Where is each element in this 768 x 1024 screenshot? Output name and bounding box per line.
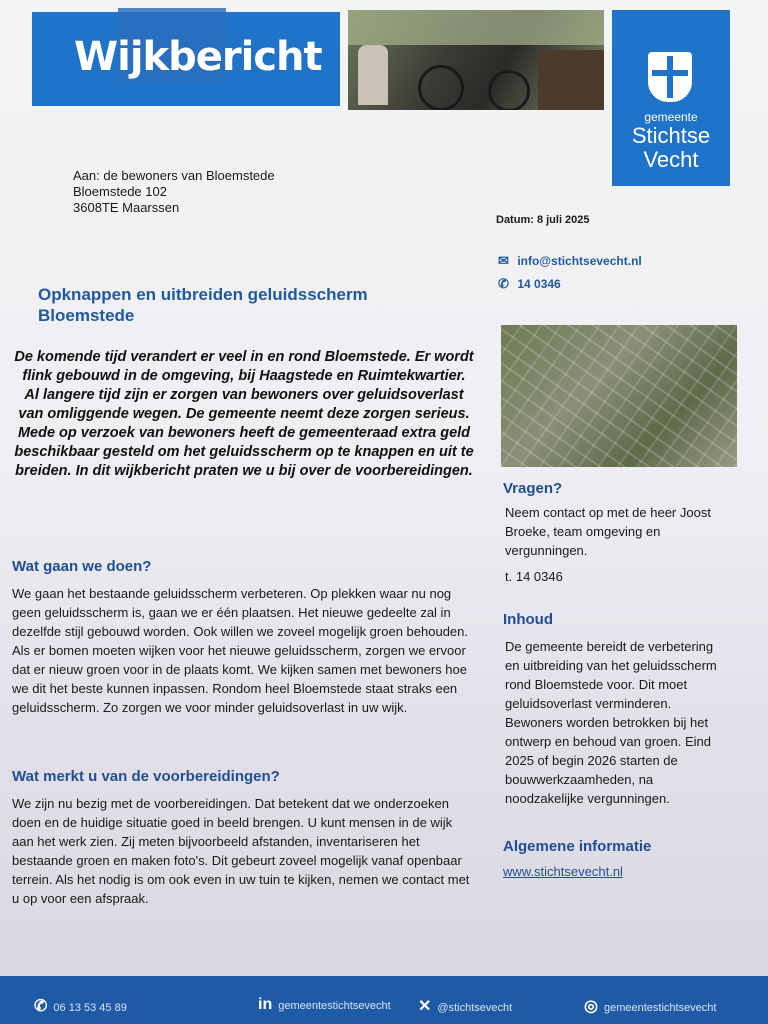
x-contact[interactable]: ✕ @stichtsevecht: [418, 998, 513, 1015]
envelope-icon: ✉: [498, 253, 509, 268]
instagram-contact[interactable]: ◎ gemeentestichtsevecht: [584, 998, 717, 1015]
municipality-logo: [612, 10, 730, 186]
recipient-address: Aan: de bewoners van Bloemstede Bloemstede 102 3608TE Maarssen: [73, 168, 275, 215]
heading-wat-gaan-we-doen: Wat gaan we doen?: [12, 558, 152, 575]
email-link[interactable]: info@stichtsevecht.nl: [517, 254, 642, 268]
social-footer: [0, 976, 768, 1024]
heading-inhoud: Inhoud: [503, 611, 553, 628]
market-photo: [348, 10, 604, 110]
phone-icon: ✆: [498, 276, 509, 291]
heading-algemene-informatie: Algemene informatie: [503, 838, 652, 855]
letter-date: Datum: 8 juli 2025: [496, 214, 590, 226]
heading-wat-merkt-u: Wat merkt u van de voorbereidingen?: [12, 768, 280, 785]
logo-name: Stichtse Vecht: [631, 123, 711, 172]
intro-paragraph: De komende tijd verandert er veel in en rond Bloemstede. Er wordt flink gebouwd in de omgeving, bij Haagstede en Ruimtekwartier. Al langere tijd zijn er zorgen van bewoners over geluidsoverlast van omliggende wegen. De gemeente neemt deze zorgen serieus. Mede op verzoek van bewoners heeft de gemeenteraad extra geld beschikbaar gesteld om het geluidsscherm op te knappen en uit te breiden. In dit wijkbericht praten we u bij over de voorbereidingen.: [14, 349, 474, 479]
x-icon: ✕: [418, 998, 432, 1015]
merkt-text: We zijn nu bezig met de voorbereidingen. Dat betekent dat we onderzoeken doen en de huidige situatie goed in beeld brengen. U kunt mensen in de wijk aan het werk zien. Zij meten bijvoorbeeld afstanden, inventariseren het bestaande groen en maken foto's. Dit gebeurt zoveel mogelijk vanaf openbaar terrein. Als het nodig is om ook even in uw tuin te kijken, nemen we contact met u op voor een afspraak.: [12, 796, 470, 906]
phone-number: 14 0346: [517, 277, 561, 291]
heading-vragen: Vragen?: [503, 480, 563, 497]
aerial-map-image: [501, 325, 737, 467]
whatsapp-contact[interactable]: ✆ 06 13 53 45 89: [34, 998, 127, 1015]
whatsapp-icon: ✆: [34, 998, 48, 1015]
letter-title: Opknappen en uitbreiden geluidsscherm Bloemstede: [38, 285, 368, 325]
linkedin-icon: in: [258, 996, 273, 1013]
shield-icon: [648, 52, 692, 102]
linkedin-contact[interactable]: in gemeentestichtsevecht: [258, 996, 391, 1013]
vragen-phone: t. 14 0346: [505, 569, 563, 584]
wijkbericht-banner: [32, 12, 340, 106]
instagram-icon: ◎: [584, 998, 598, 1015]
inhoud-text: De gemeente bereidt de verbetering en uitbreiding van het geluidsscherm rond Bloemstede voor. Dit moet geluidsoverlast verminderen. Bewoners worden betrokken bij het ontwerp en behoud van groen. Eind 2025 of begin 2026 starten de bouwwerkzaamheden, na noodzakelijke vergunningen.: [505, 639, 717, 806]
website-link[interactable]: www.stichtsevecht.nl: [503, 864, 623, 879]
vragen-text: Neem contact op met de heer Joost Broeke, team omgeving en vergunningen.: [505, 505, 711, 558]
email-contact: [498, 253, 642, 269]
phone-contact: [498, 276, 561, 292]
logo-small-text: gemeente: [644, 110, 698, 124]
doen-text: We gaan het bestaande geluidsscherm verbeteren. Op plekken waar nu nog geen geluidsscherm is, gaan we er één plaatsen. Het nieuwe gedeelte zal in dezelfde stijl gebouwd worden. Ook willen we zoveel mogelijk groen behouden. Als er bomen moeten wijken voor het nieuwe geluidsscherm, zorgen we ervoor dat er nieuw groen voor in de plaats komt. We kijken samen met bewoners hoe we dit het beste kunnen inpassen. Rondom heel Bloemstede staat straks een geluidsscherm. Zo zorgen we voor minder geluidsoverlast in uw wijk.: [12, 586, 468, 715]
banner-title: Wijkbericht: [74, 34, 322, 80]
